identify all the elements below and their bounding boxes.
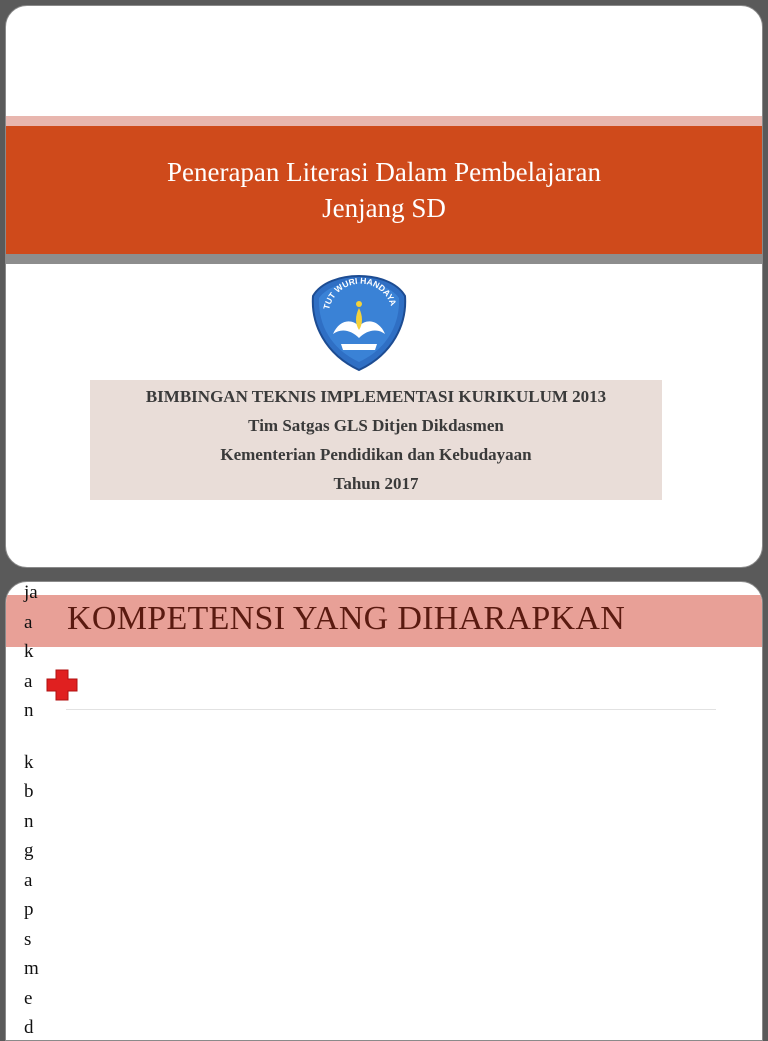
slide-title-line-2: Jenjang SD [322,193,446,223]
overflow-glyph: d [24,1017,34,1038]
info-line-program: BIMBINGAN TEKNIS IMPLEMENTASI KURIKULUM 2013 [145,387,607,406]
slide-title-line-1: Penerapan Literasi Dalam Pembelajaran [166,157,602,187]
logo-arc-text: TUT WURI HANDAYA [321,275,399,311]
info-line-year: Tahun 2017 [333,474,419,493]
overflow-glyph: p [24,899,34,920]
title-band [6,126,762,254]
overflow-glyph: a [24,869,33,891]
overflow-glyph: b [24,781,34,802]
slide-2-title-bar [6,595,762,647]
slide-1 [5,5,763,568]
info-line-ministry: Kementerian Pendidikan dan Kebudayaan [220,445,532,464]
overflow-glyph: a [24,670,33,692]
divider [66,709,716,710]
overflow-glyph: a [24,611,33,633]
overflow-glyph: ja [24,582,38,603]
overflow-glyph: k [24,641,34,662]
info-box [90,380,662,500]
slide-2-title: KOMPETENSI YANG DIHARAPKAN [67,600,626,637]
overflow-glyph: s [24,928,32,950]
overflow-glyph: g [24,840,34,861]
overflow-glyph: m [24,958,39,979]
info-line-team: Tim Satgas GLS Ditjen Dikdasmen [248,416,504,435]
overflow-glyph: n [24,810,34,832]
overflow-glyph: n [24,700,34,721]
title-band-top-stripe [6,116,762,126]
title-band-bottom-stripe [6,254,762,264]
tut-wuri-handayani-logo [311,272,407,372]
slide-2 [5,581,763,1041]
overflow-glyph: k [24,751,34,773]
overflow-glyph: e [24,987,33,1009]
overflowing-text-column [24,581,54,1041]
